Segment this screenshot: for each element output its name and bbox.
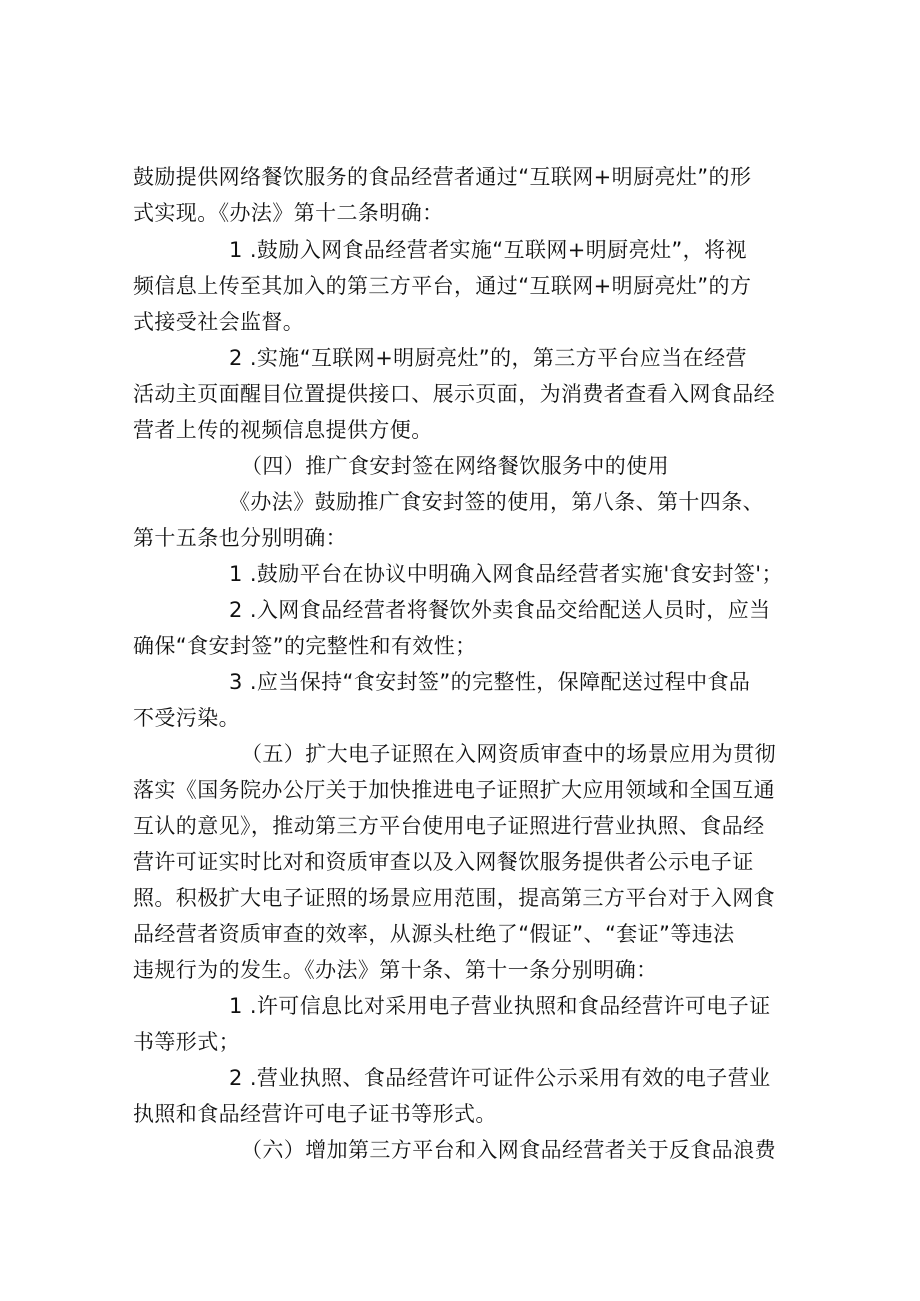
text-line: 2 .入网食品经营者将餐饮外卖食品交给配送人员时，应当 [229, 598, 771, 622]
text-line: 营者上传的视频信息提供方便。 [133, 418, 433, 442]
text-line: 违规行为的发生。《办法》第十条、第十一条分别明确： [133, 958, 658, 982]
text-line: 2 .营业执照、食品经营许可证件公示采用有效的电子营业 [229, 1066, 771, 1090]
section-heading: （四）推广食安封签在网络餐饮服务中的使用 [241, 454, 669, 478]
text-line: 书等形式； [133, 1030, 240, 1054]
text-line: 《办法》鼓励推广食安封签的使用，第八条、第十四条、 [229, 490, 764, 514]
text-line: 1 .鼓励平台在协议中明确入网食品经营者实施'食安封签'； [229, 562, 783, 586]
text-line: 频信息上传至其加入的第三方平台，通过“互联网+明厨亮灶”的方 [133, 274, 752, 298]
text-line: 品经营者资质审查的效率，从源头杜绝了“假证”、“套证”等违法 [133, 922, 735, 946]
text-line: 式实现。《办法》第十二条明确： [133, 201, 444, 225]
text-line: 互认的意见》，推动第三方平台使用电子证照进行营业执照、食品经 [133, 814, 765, 838]
section-heading: （五）扩大电子证照在入网资质审查中的场景应用为贯彻 [241, 742, 776, 766]
text-line: 3 .应当保持“食安封签”的完整性，保障配送过程中食品 [229, 670, 751, 694]
text-line: 第十五条也分别明确： [133, 526, 347, 550]
text-line: 活动主页面醒目位置提供接口、展示页面，为消费者查看入网食品经 [133, 382, 775, 406]
section-heading: （六）增加第三方平台和入网食品经营者关于反食品浪费 [241, 1138, 776, 1162]
text-line: 执照和食品经营许可电子证书等形式。 [133, 1102, 497, 1126]
text-line: 不受污染。 [133, 706, 240, 730]
text-line: 1 .许可信息比对采用电子营业执照和食品经营许可电子证 [229, 994, 771, 1018]
text-line: 照。积极扩大电子证照的场景应用范围，提高第三方平台对于入网食 [133, 886, 775, 910]
text-line: 式接受社会监督。 [133, 310, 305, 334]
text-line: 1 .鼓励入网食品经营者实施“互联网+明厨亮灶”，将视 [229, 238, 747, 262]
text-line: 2 .实施“互联网+明厨亮灶”的，第三方平台应当在经营 [229, 346, 747, 370]
text-line: 营许可证实时比对和资质审查以及入网餐饮服务提供者公示电子证 [133, 850, 754, 874]
text-line: 落实《国务院办公厅关于加快推进电子证照扩大应用领域和全国互通 [133, 778, 775, 802]
text-line: 鼓励提供网络餐饮服务的食品经营者通过“互联网+明厨亮灶”的形 [133, 165, 752, 189]
text-line: 确保“食安封签”的完整性和有效性； [133, 634, 477, 658]
